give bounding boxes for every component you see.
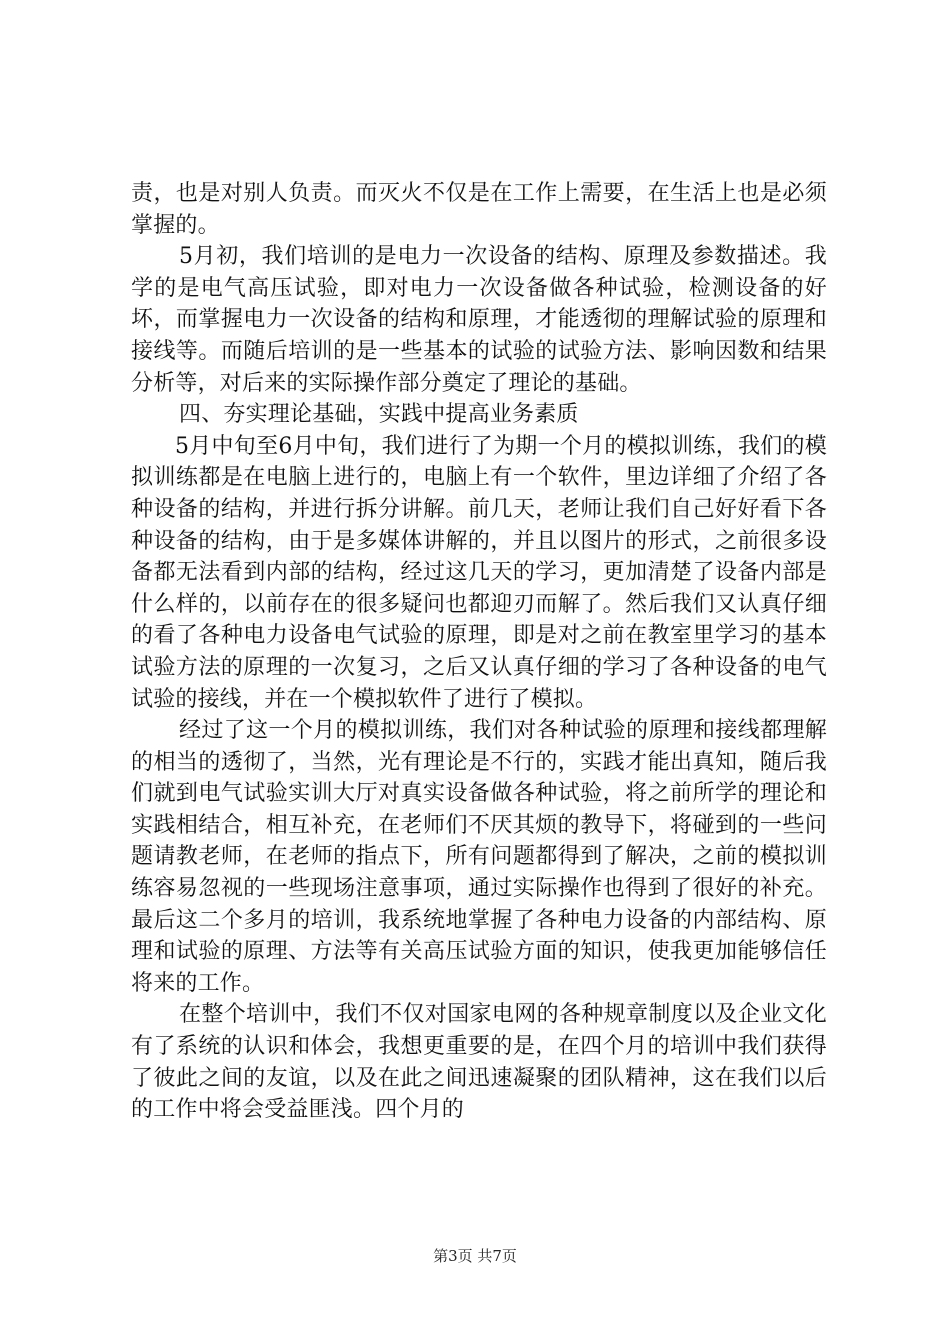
document-body [131,178,827,1126]
paragraph-simulation-training: 5月中旬至6月中旬，我们进行了为期一个月的模拟训练，我们的模拟训练都是在电脑上进行的，电脑上有一个软件，里边详细了介绍了各种设备的结构，并进行拆分讲解。前几天，老师让我们自己好好看下各种设备的结构，由于是多媒体讲解的，并且以图片的形式，之前很多设备都无法看到内部的结构，经过这几天的学习，更加清楚了设备内部是什么样的，以前存在的很多疑问也都迎刃而解了。然后我们又认真仔细的看了各种电力设备电气试验的原理，即是对之前在教室里学习的基本试验方法的原理的一次复习，之后又认真仔细的学习了各种设备的电气试验的接线，并在一个模拟软件了进行了模拟。 [131,433,827,712]
paragraph-continued: 责，也是对别人负责。而灭火不仅是在工作上需要，在生活上也是必须掌握的。 [131,181,827,238]
section-heading: 四、夯实理论基础，实践中提高业务素质 [179,402,579,428]
paragraph-practical-training: 经过了这一个月的模拟训练，我们对各种试验的原理和接线都理解的相当的透彻了，当然，光有理论是不行的，实践才能出真知，随后我们就到电气试验实训大厅对真实设备做各种试验，将之前所学的理论和实践相结合，相互补充，在老师们不厌其烦的教导下，将碰到的一些问题请教老师，在老师的指点下，所有问题都得到了解决，之前的模拟训练容易忽视的一些现场注意事项，通过实际操作也得到了很好的补充。最后这二个多月的培训，我系统地掌握了各种电力设备的内部结构、原理和试验的原理、方法等有关高压试验方面的知识，使我更加能够信任将来的工作。 [131,718,827,996]
paragraph-may-training: 5月初，我们培训的是电力一次设备的结构、原理及参数描述。我学的是电气高压试验，即对电力一次设备做各种试验，检测设备的好坏，而掌握电力一次设备的结构和原理，才能透彻的理解试验的原理和接线等。而随后培训的是一些基本的试验的试验方法、影响因数和结果分析等，对后来的实际操作部分奠定了理论的基础。 [131,244,827,396]
paragraph-training-summary: 在整个培训中，我们不仅对国家电网的各种规章制度以及企业文化有了系统的认识和体会，我想更重要的是，在四个月的培训中我们获得了彼此之间的友谊，以及在此之间迅速凝聚的团队精神，这在我们以后的工作中将会受益匪浅。四个月的 [131,1002,827,1123]
page-number-footer: 第3页 共7页 [433,1247,517,1265]
